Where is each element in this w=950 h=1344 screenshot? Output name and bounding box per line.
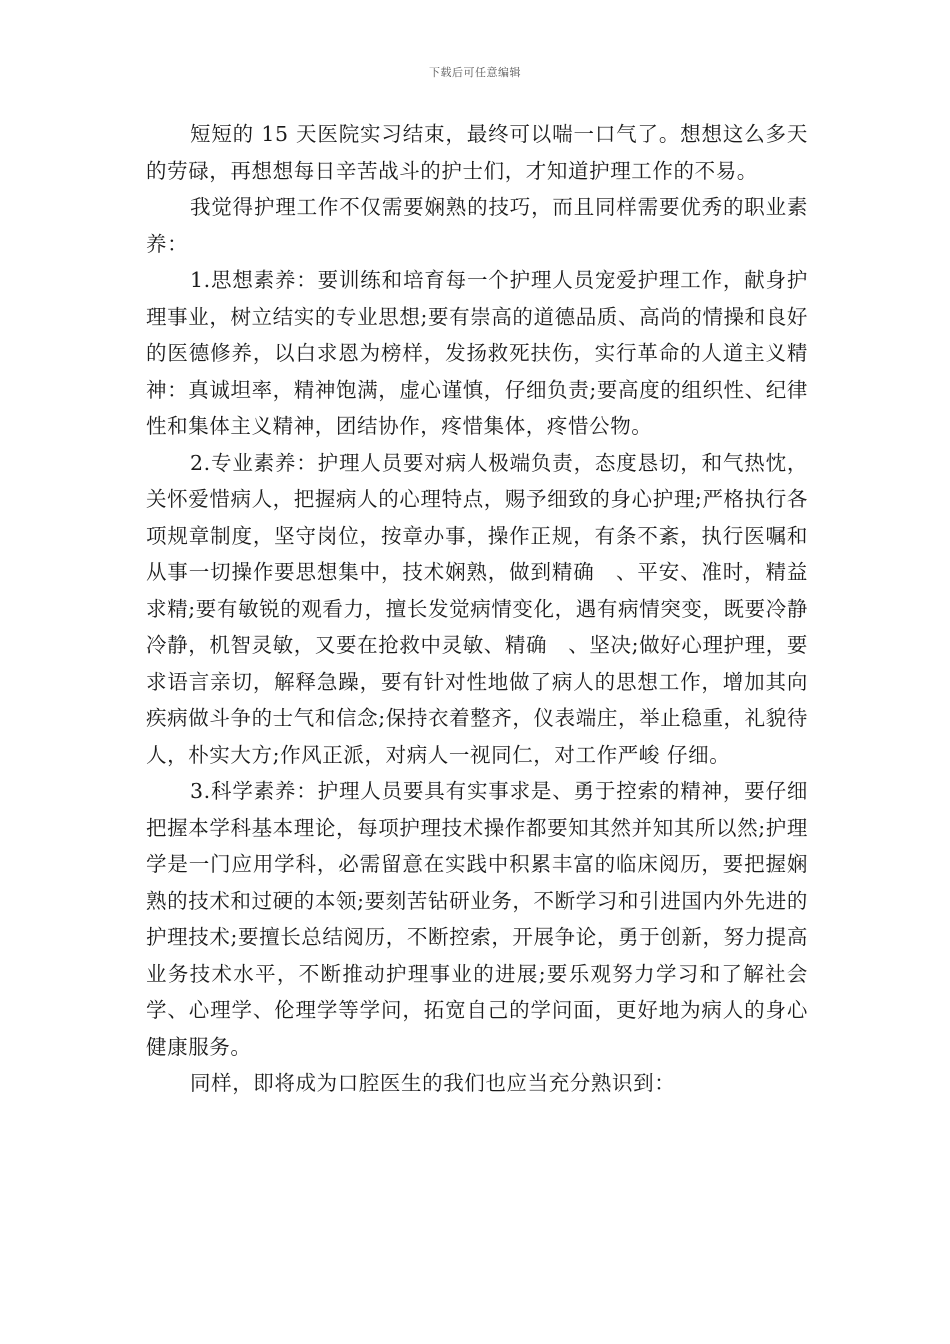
intro-paragraph: 短短的 15 天医院实习结束，最终可以喘一口气了。想想这么多天的劳碌，再想想每日辛苦战斗的护士们，才知道护理工作的不易。 (146, 122, 808, 183)
document-body (146, 116, 808, 1102)
ideological-quality-paragraph: 1.思想素养：要训练和培育每一个护理人员宠爱护理工作，献身护理事业，树立结实的专业思想;要有崇高的道德品质、高尚的情操和良好的医德修养，以白求恩为榜样，发扬救死扶伤，实行革命的人道主义精神：真诚坦率，精神饱满，虚心谨慎，仔细负责;要高度的组织性、纪律性和集体主义精神，团结协作，疼惜集体，疼惜公物。 (146, 268, 808, 438)
scientific-quality-paragraph: 3.科学素养：护理人员要具有实事求是、勇于控索的精神，要仔细把握本学科基本理论，每项护理技术操作都要知其然并知其所以然;护理学是一门应用学科，必需留意在实践中积累丰富的临床阅历，要把握娴熟的技术和过硬的本领;要刻苦钻研业务，不断学习和引进国内外先进的护理技术;要擅长总结阅历，不断控索，开展争论，勇于创新，努力提高业务技术水平，不断推动护理事业的进展;要乐观努力学习和了解社会学、心理学、伦理学等学问，拓宽自己的学问面，更好地为病人的身心健康服务。 (146, 779, 808, 1059)
opinion-paragraph: 我觉得护理工作不仅需要娴熟的技巧，而且同样需要优秀的职业素养： (146, 195, 808, 256)
closing-paragraph: 同样，即将成为口腔医生的我们也应当充分熟识到： (190, 1071, 676, 1095)
professional-quality-paragraph: 2.专业素养：护理人员要对病人极端负责，态度恳切，和气热忱，关怀爱惜病人，把握病人的心理特点，赐予细致的身心护理;严格执行各项规章制度，坚守岗位，按章办事，操作正规，有条不紊，执行医嘱和从事一切操作要思想集中，技术娴熟，做到精确 、平安、准时，精益求精;要有敏锐的观看力，擅长发觉病情变化，遇有病情突变，既要冷静冷静，机智灵敏，又要在抢救中灵敏、精确 、坚决;做好心理护理，要求语言亲切，解释急躁，要有针对性地做了病人的思想工作，增加其向疾病做斗争的士气和信念;保持衣着整齐，仪表端庄，举止稳重，礼貌待人，朴实大方;作风正派，对病人一视同仁，对工作严峻 仔细。 (146, 450, 808, 767)
page-header: 下载后可任意编辑 (429, 66, 521, 79)
